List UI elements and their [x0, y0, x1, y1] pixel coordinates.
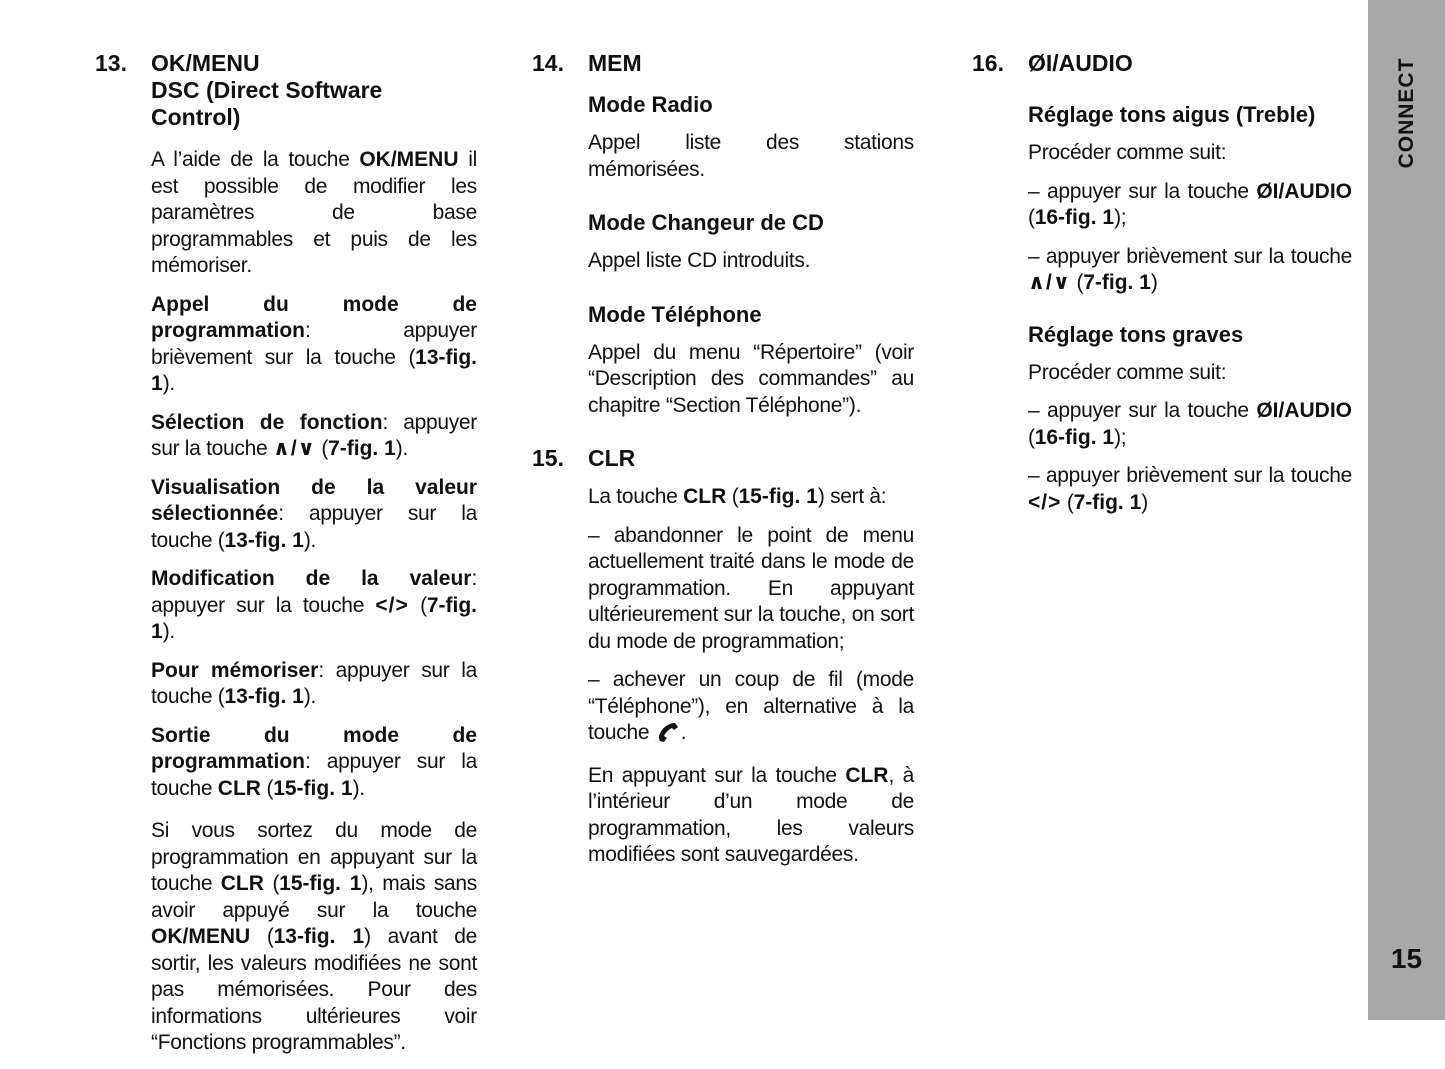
paragraph-appel: Appel du mode de programmation: appuyer brièvement sur la touche (13-fig. 1).	[151, 292, 477, 395]
step-treble-1: – appuyer sur la touche ØI/AUDIO (16-fig. 1);	[1028, 179, 1352, 229]
section-13-title-2: DSC (Direct Software	[151, 77, 383, 103]
section-14-title: MEM	[588, 50, 642, 76]
paragraph-clr-saved: En appuyant sur la touche CLR, à l’intérieur d’un mode de programmation, les valeurs modifiées sont sauvegardées.	[588, 763, 914, 866]
text-mode-telephone: Appel du menu “Répertoire” (voir “Description des commandes” au chapitre “Section Téléphone”).	[588, 340, 914, 417]
section-15-title: CLR	[588, 445, 636, 471]
sidebar	[1368, 0, 1445, 1020]
paragraph-selection: Sélection de fonction: appuyer sur la touche ∧/∨ (7-fig. 1).	[151, 410, 477, 460]
section-14-heading	[532, 50, 914, 77]
step-bass-1: – appuyer sur la touche ØI/AUDIO (16-fig. 1);	[1028, 399, 1352, 449]
paragraph-visualisation: Visualisation de la valeur sélectionnée: appuyer sur la touche (13-fig. 1).	[151, 475, 477, 552]
column-1	[95, 50, 477, 1069]
left-right-key-symbol: </>	[1028, 490, 1062, 514]
section-16-number: 16.	[972, 50, 1004, 76]
column-3	[972, 50, 1352, 528]
left-right-key-symbol: </>	[375, 593, 409, 617]
subheading-treble: Réglage tons aigus (Treble)	[1028, 102, 1316, 127]
paragraph-sortie: Sortie du mode de programmation: appuyer sur la touche CLR (15-fig. 1).	[151, 723, 477, 800]
paragraph-clr-abandon: – abandonner le point de menu actuellement traité dans le mode de programmation. En appuyant ultérieurement sur la touche, on sort du mode de programmation;	[588, 523, 914, 653]
step-treble-2: – appuyer brièvement sur la touche ∧/∨ (7-fig. 1)	[1028, 244, 1352, 294]
text-bass-procedure: Procéder comme suit:	[1028, 360, 1227, 384]
section-13-title-1: OK/MENU	[151, 50, 260, 76]
up-down-key-symbol: ∧/∨	[1028, 271, 1071, 294]
subheading-bass: Réglage tons graves	[1028, 321, 1244, 347]
paragraph-note: Si vous sortez du mode de programmation en appuyant sur la touche CLR (15-fig. 1), mais sans avoir appuyé sur la touche OK/MENU (13-fig. 1) avant de sortir, les valeurs modifiées ne sont pas mémorisées. Pour des informations ultérieures voir “Fonctions programmables”.	[151, 819, 477, 1054]
subheading-mode-radio: Mode Radio	[588, 92, 713, 117]
text-treble-procedure: Procéder comme suit:	[1028, 141, 1227, 164]
section-15-number: 15.	[532, 445, 564, 471]
column-2	[532, 50, 914, 881]
sidebar-label: CONNECT	[1395, 57, 1418, 168]
section-13-number: 13.	[95, 50, 127, 76]
phone-icon	[655, 721, 681, 743]
up-down-key-symbol: ∧/∨	[272, 437, 316, 460]
text-mode-radio: Appel liste des stations mémorisées.	[588, 131, 914, 181]
step-bass-2: – appuyer brièvement sur la touche </> (7-fig. 1)	[1028, 464, 1352, 514]
paragraph-modification: Modification de la valeur: appuyer sur la touche </> (7-fig. 1).	[151, 567, 477, 643]
section-15-heading	[532, 445, 914, 472]
section-14-number: 14.	[532, 50, 564, 76]
text-mode-cd: Appel liste CD introduits.	[588, 249, 811, 272]
paragraph-clr-intro: La touche CLR (15-fig. 1) sert à:	[588, 485, 887, 508]
section-16-title: ØI/AUDIO	[1028, 50, 1133, 76]
section-13-heading	[95, 50, 477, 131]
section-16-heading	[972, 50, 1352, 77]
paragraph-clr-call: – achever un coup de fil (mode “Téléphone”), en alternative à la touche .	[588, 668, 914, 744]
section-13-title-3: Control)	[151, 104, 241, 130]
paragraph-memoriser: Pour mémoriser: appuyer sur la touche (13-fig. 1).	[151, 658, 477, 708]
page-number: 15	[1390, 943, 1423, 974]
subheading-mode-cd: Mode Changeur de CD	[588, 210, 824, 235]
paragraph-intro: A l’aide de la touche OK/MENU il est possible de modifier les paramètres de base programmables et puis de les mémoriser.	[151, 148, 478, 277]
subheading-mode-telephone: Mode Téléphone	[588, 301, 762, 327]
